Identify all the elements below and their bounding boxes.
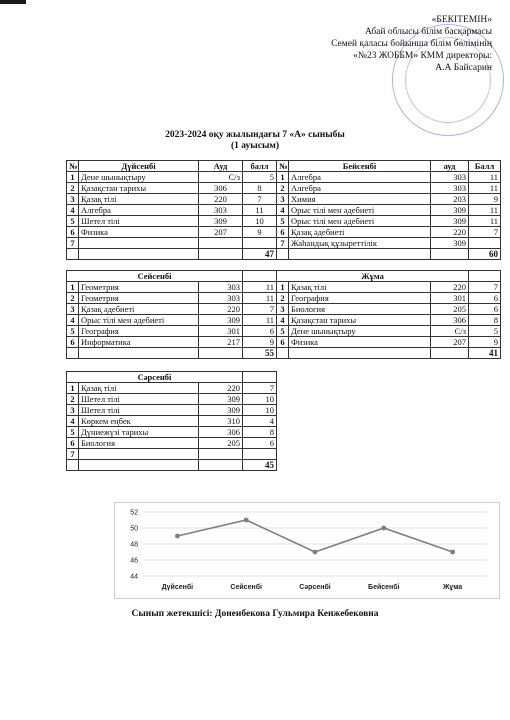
score-cell: 6 <box>243 438 277 449</box>
subject-cell: Қазақ тілі <box>79 194 199 205</box>
x-tick-label: Сейсенбі <box>230 584 262 591</box>
lesson-number: 6 <box>277 337 289 348</box>
thursday-table <box>276 160 501 260</box>
approval-line-3: «№23 ЖОББМ» КММ директоры: <box>353 51 492 61</box>
score-cell: 7 <box>243 383 277 394</box>
score-cell: 10 <box>243 405 277 416</box>
room-cell: 309 <box>431 216 469 227</box>
table-row <box>67 282 277 293</box>
table-row <box>277 183 501 194</box>
room-cell: 220 <box>199 383 243 394</box>
score-cell: 11 <box>469 172 501 183</box>
score-cell: 11 <box>469 205 501 216</box>
subject-cell: Қазақ әдебиеті <box>79 304 199 315</box>
document-title <box>0 130 510 152</box>
table-row <box>277 304 501 315</box>
chart-x-axis <box>162 583 463 591</box>
room-cell: 207 <box>431 337 469 348</box>
score-cell: 9 <box>469 337 501 348</box>
score-cell: 5 <box>469 326 501 337</box>
lesson-number: 4 <box>277 315 289 326</box>
subject-cell: Орыс тілі мен әдебиеті <box>289 216 431 227</box>
subject-cell: Шетел тілі <box>79 394 199 405</box>
table-row <box>67 194 277 205</box>
monday-total: 47 <box>243 249 277 260</box>
col-number-header: № <box>277 161 289 172</box>
score-cell: 11 <box>469 216 501 227</box>
table-row <box>67 315 277 326</box>
approval-block <box>252 14 492 74</box>
wednesday-title: Сәрсенбі <box>67 372 243 383</box>
score-cell <box>243 238 277 249</box>
table-row <box>277 194 501 205</box>
y-tick-label: 50 <box>130 525 138 533</box>
subject-cell: Дүниежүзі тарихы <box>79 427 199 438</box>
score-cell: 8 <box>243 183 277 194</box>
x-tick-label: Бейсенбі <box>368 584 400 591</box>
lesson-number: 6 <box>67 227 79 238</box>
col-day-header: Бейсенбі <box>289 161 431 172</box>
col-score-header: Балл <box>469 161 501 172</box>
subject-cell: Физика <box>79 227 199 238</box>
room-cell: 203 <box>431 194 469 205</box>
score-cell: 7 <box>469 282 501 293</box>
lesson-number: 3 <box>67 304 79 315</box>
subject-cell: Физика <box>289 337 431 348</box>
subject-cell: Шетел тілі <box>79 216 199 227</box>
table-row <box>67 293 277 304</box>
lesson-number: 1 <box>67 383 79 394</box>
lesson-number: 5 <box>67 326 79 337</box>
lesson-number: 3 <box>277 304 289 315</box>
subject-cell: Орыс тілі мен әдебиеті <box>79 315 199 326</box>
score-cell: 7 <box>243 304 277 315</box>
room-cell: 301 <box>199 326 243 337</box>
score-cell: 7 <box>243 194 277 205</box>
lesson-number: 5 <box>277 326 289 337</box>
approval-line-1: Абай облысы білім басқармасы <box>364 27 492 37</box>
tuesday-table <box>66 270 277 359</box>
subject-cell: Химия <box>289 194 431 205</box>
subject-cell <box>79 238 199 249</box>
x-tick-label: Дүйсенбі <box>161 584 194 591</box>
table-row <box>277 205 501 216</box>
score-cell <box>469 238 501 249</box>
room-cell: 220 <box>199 304 243 315</box>
room-cell: 220 <box>431 227 469 238</box>
room-cell: 309 <box>431 205 469 216</box>
score-cell: 10 <box>243 216 277 227</box>
table-row <box>277 282 501 293</box>
chart-y-axis <box>130 510 138 581</box>
lesson-number: 2 <box>67 394 79 405</box>
room-cell: 303 <box>431 183 469 194</box>
lesson-number: 5 <box>67 427 79 438</box>
subject-cell: Көркем еңбек <box>79 416 199 427</box>
room-cell: 217 <box>199 337 243 348</box>
room-cell <box>199 238 243 249</box>
room-cell: 306 <box>199 183 243 194</box>
y-tick-label: 46 <box>130 557 138 565</box>
data-point <box>313 550 318 555</box>
approval-stamp: «БЕКІТЕМІН» <box>431 15 492 25</box>
score-cell: 11 <box>243 205 277 216</box>
x-tick-label: Сәрсенбі <box>299 584 331 591</box>
friday-total: 41 <box>469 348 501 359</box>
subject-cell: География <box>289 293 431 304</box>
chart-canvas <box>115 503 499 598</box>
subject-cell: Қазақ әдебиеті <box>289 227 431 238</box>
subject-cell: Информатика <box>79 337 199 348</box>
total-row <box>277 348 501 359</box>
lesson-number: 1 <box>67 282 79 293</box>
col-room-header: Ауд <box>199 161 243 172</box>
lesson-number: 7 <box>277 238 289 249</box>
subject-cell: Алгебра <box>289 172 431 183</box>
score-cell: 11 <box>243 282 277 293</box>
subject-cell: Қазақ тілі <box>289 282 431 293</box>
chart-series-line <box>177 520 452 552</box>
room-cell: 205 <box>431 304 469 315</box>
score-cell: 4 <box>243 416 277 427</box>
title-line-1: 2023-2024 оқу жылындағы 7 «А» сыныбы <box>165 130 345 140</box>
room-cell: 309 <box>199 216 243 227</box>
lesson-number: 7 <box>67 449 79 460</box>
y-tick-label: 52 <box>130 509 138 517</box>
room-cell: 301 <box>431 293 469 304</box>
table-row <box>67 405 277 416</box>
table-header-row <box>67 161 277 172</box>
table-row <box>67 326 277 337</box>
lesson-number: 5 <box>67 216 79 227</box>
day-header-row <box>67 271 277 282</box>
lesson-number: 4 <box>277 205 289 216</box>
friday-table <box>276 270 501 359</box>
col-number-header: № <box>67 161 79 172</box>
monday-table <box>66 160 277 260</box>
score-cell: 11 <box>469 183 501 194</box>
table-row <box>277 337 501 348</box>
data-point <box>381 526 386 531</box>
data-point <box>244 518 249 523</box>
room-cell: 306 <box>199 427 243 438</box>
lesson-number: 2 <box>67 293 79 304</box>
room-cell: 306 <box>431 315 469 326</box>
table-row <box>67 337 277 348</box>
lesson-number: 6 <box>67 438 79 449</box>
table-row <box>67 394 277 405</box>
table-row <box>67 205 277 216</box>
room-cell: 303 <box>199 293 243 304</box>
total-row <box>277 249 501 260</box>
lesson-number: 2 <box>67 183 79 194</box>
room-cell: 220 <box>431 282 469 293</box>
subject-cell: Жаһандық құзыреттілік <box>289 238 431 249</box>
col-score-header: балл <box>243 161 277 172</box>
lesson-number: 3 <box>277 194 289 205</box>
lesson-number: 5 <box>277 216 289 227</box>
table-row <box>67 449 277 460</box>
subject-cell: Геометрия <box>79 293 199 304</box>
lesson-number: 6 <box>67 337 79 348</box>
lesson-number: 4 <box>67 315 79 326</box>
data-point <box>450 550 455 555</box>
col-day-header: Дүйсенбі <box>79 161 199 172</box>
score-cell: 9 <box>243 337 277 348</box>
x-tick-label: Жұма <box>442 584 463 591</box>
y-tick-label: 48 <box>130 541 138 549</box>
table-row <box>277 216 501 227</box>
score-cell: 11 <box>243 315 277 326</box>
wednesday-table <box>66 371 277 471</box>
table-row <box>277 315 501 326</box>
subject-cell: Биология <box>79 438 199 449</box>
thursday-total: 60 <box>469 249 501 260</box>
score-cell: 9 <box>469 194 501 205</box>
total-row <box>67 249 277 260</box>
room-cell: 220 <box>199 194 243 205</box>
chart-gridlines <box>143 512 487 576</box>
day-header-row <box>67 372 277 383</box>
table-row <box>277 227 501 238</box>
lesson-number: 1 <box>277 172 289 183</box>
table-row <box>67 216 277 227</box>
lesson-number: 2 <box>277 183 289 194</box>
subject-cell: Геометрия <box>79 282 199 293</box>
subject-cell: География <box>79 326 199 337</box>
subject-cell: Орыс тілі мен әдебиеті <box>289 205 431 216</box>
subject-cell: Қазақ тілі <box>79 383 199 394</box>
lesson-number: 1 <box>67 172 79 183</box>
score-cell: 10 <box>243 394 277 405</box>
subject-cell: Алгебра <box>79 205 199 216</box>
tuesday-total: 55 <box>243 348 277 359</box>
table-row <box>67 172 277 183</box>
lesson-number: 4 <box>67 416 79 427</box>
subject-cell: Қазақстан тарихы <box>79 183 199 194</box>
score-cell <box>243 449 277 460</box>
table-row <box>277 293 501 304</box>
score-line-chart <box>114 502 500 599</box>
table-row <box>67 383 277 394</box>
table-row <box>67 238 277 249</box>
room-cell: 207 <box>199 227 243 238</box>
room-cell: 310 <box>199 416 243 427</box>
y-tick-label: 44 <box>130 573 138 581</box>
subject-cell: Дене шынықтыру <box>79 172 199 183</box>
score-cell: 9 <box>243 227 277 238</box>
subject-cell: Алгебра <box>289 183 431 194</box>
room-cell: 309 <box>431 238 469 249</box>
lesson-number: 3 <box>67 194 79 205</box>
room-cell <box>199 449 243 460</box>
room-cell: 309 <box>199 405 243 416</box>
lesson-number: 6 <box>277 227 289 238</box>
day-header-row <box>277 271 501 282</box>
col-room-header: ауд <box>431 161 469 172</box>
friday-title: Жұма <box>277 271 469 282</box>
lesson-number: 4 <box>67 205 79 216</box>
table-header-row <box>277 161 501 172</box>
score-cell: 5 <box>243 172 277 183</box>
room-cell: С/з <box>199 172 243 183</box>
approval-signatory: А.А Байсарин <box>435 63 492 73</box>
table-row <box>67 227 277 238</box>
score-cell: 6 <box>469 304 501 315</box>
score-cell: 6 <box>469 293 501 304</box>
table-row <box>277 172 501 183</box>
score-cell: 7 <box>469 227 501 238</box>
table-row <box>67 304 277 315</box>
approval-line-2: Семей қаласы бойынша білім бөлімінің <box>331 39 492 49</box>
table-row <box>277 326 501 337</box>
subject-cell: Қазақстан тарихы <box>289 315 431 326</box>
title-line-2: (1 ауысым) <box>231 141 279 151</box>
tuesday-title: Сейсенбі <box>67 271 243 282</box>
total-row <box>67 460 277 471</box>
class-teacher-line: Сынып жетекшісі: Донеибекова Гульмира Кенжебековна <box>131 609 379 619</box>
total-row <box>67 348 277 359</box>
lesson-number: 7 <box>67 238 79 249</box>
room-cell: 309 <box>199 394 243 405</box>
room-cell: 309 <box>199 315 243 326</box>
room-cell: 303 <box>431 172 469 183</box>
lesson-number: 3 <box>67 405 79 416</box>
wednesday-total: 45 <box>243 460 277 471</box>
subject-cell: Биология <box>289 304 431 315</box>
table-row <box>67 416 277 427</box>
score-cell: 8 <box>243 427 277 438</box>
table-row <box>277 238 501 249</box>
lesson-number: 2 <box>277 293 289 304</box>
table-row <box>67 438 277 449</box>
table-row <box>67 427 277 438</box>
lesson-number: 1 <box>277 282 289 293</box>
subject-cell: Дене шынықтыру <box>289 326 431 337</box>
subject-cell <box>79 449 199 460</box>
data-point <box>175 534 180 539</box>
chart-points <box>175 518 455 555</box>
room-cell: 303 <box>199 205 243 216</box>
room-cell: 303 <box>199 282 243 293</box>
scan-corner-mark <box>0 0 26 4</box>
score-cell: 8 <box>469 315 501 326</box>
subject-cell: Шетел тілі <box>79 405 199 416</box>
room-cell: С/з <box>431 326 469 337</box>
room-cell: 205 <box>199 438 243 449</box>
score-cell: 6 <box>243 326 277 337</box>
score-cell: 11 <box>243 293 277 304</box>
table-row <box>67 183 277 194</box>
